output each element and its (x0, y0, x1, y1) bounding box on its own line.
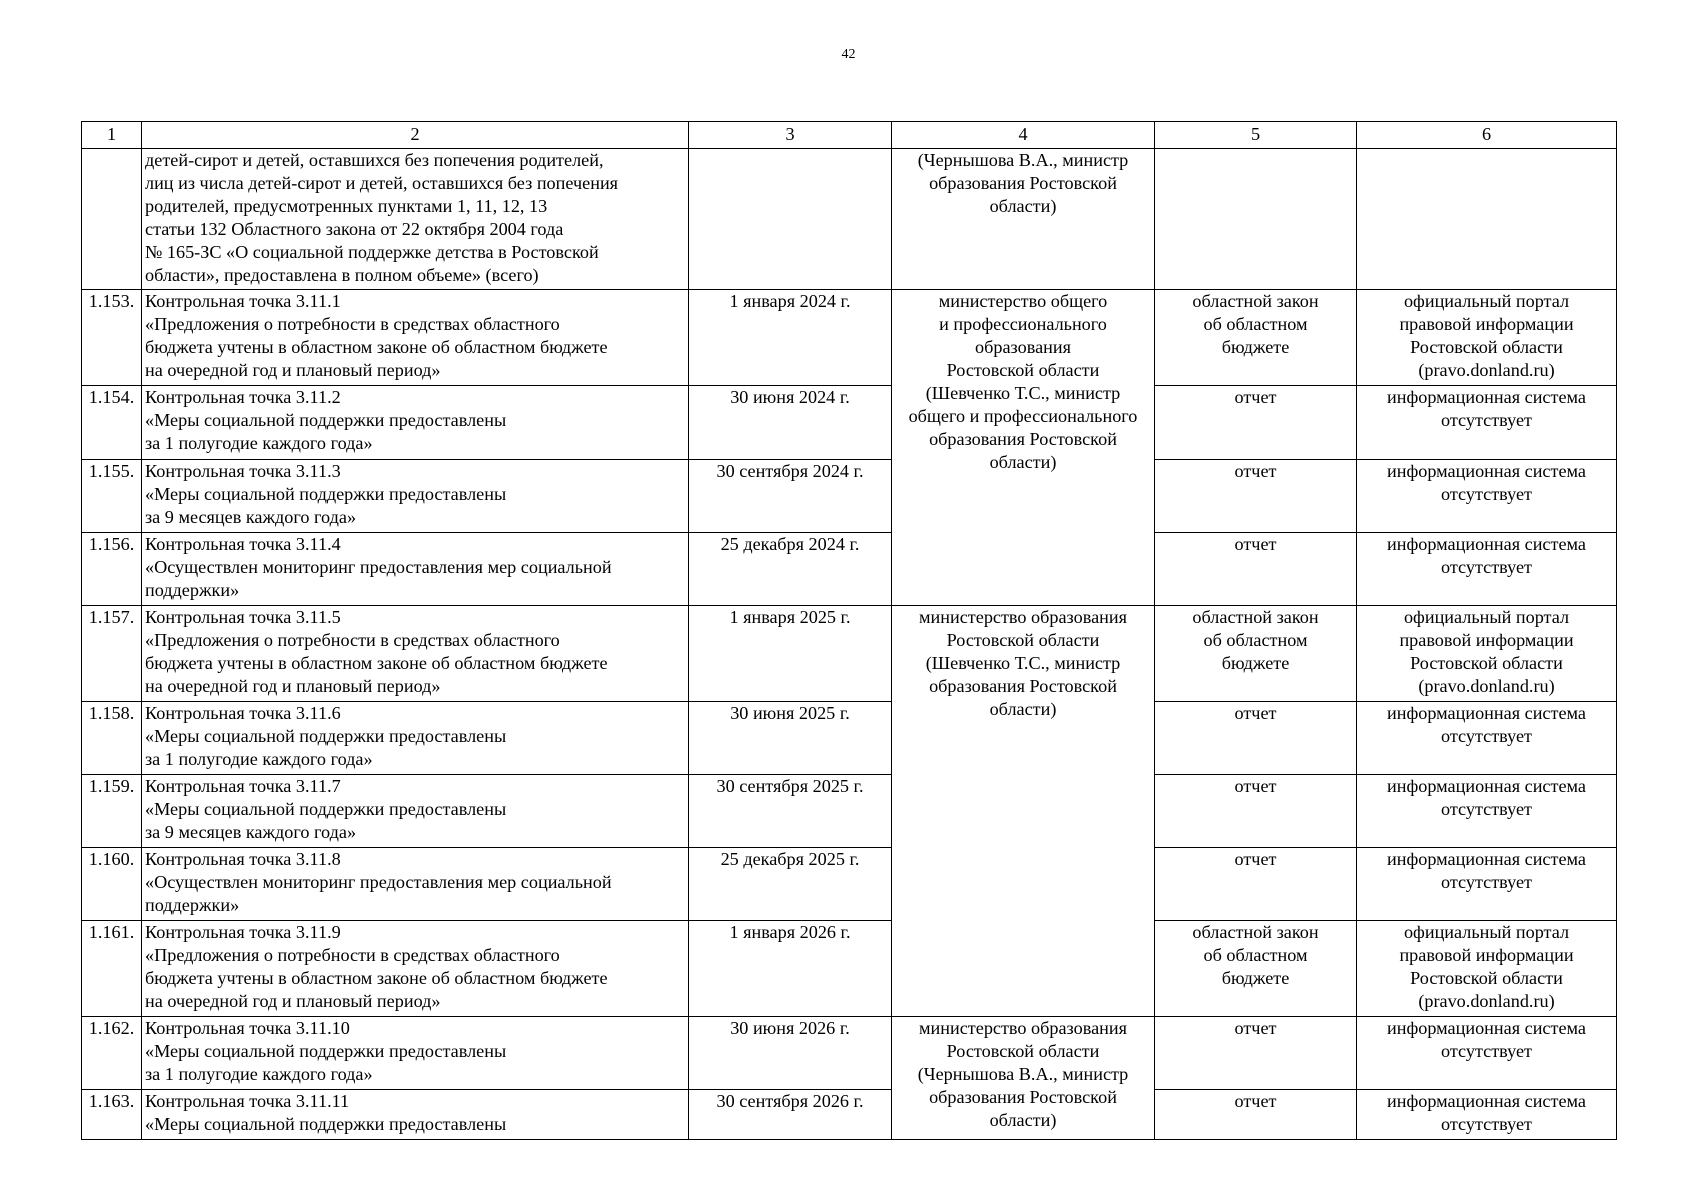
info-system-cell: официальный портал правовой информации Ростовской области (pravo.donland.ru) (1357, 921, 1617, 1017)
document-cell: отчет (1155, 460, 1357, 533)
document-cell: отчет (1155, 775, 1357, 848)
column-header: 5 (1155, 122, 1357, 149)
table-row (82, 775, 1617, 848)
info-system-cell: информационная система отсутствует (1357, 702, 1617, 775)
description-cell: Контрольная точка 3.11.9 «Предложения о потребности в средствах областного бюджета учтены в областном законе об областном бюджете на очередной год и плановый период» (142, 921, 689, 1017)
date-cell: 30 сентября 2025 г. (689, 775, 892, 848)
date-cell: 1 января 2026 г. (689, 921, 892, 1017)
table-row (82, 606, 1617, 702)
info-system-cell: официальный портал правовой информации Ростовской области (pravo.donland.ru) (1357, 290, 1617, 386)
row-number-cell: 1.157. (82, 606, 142, 702)
document-cell: отчет (1155, 533, 1357, 606)
responsible-cell: министерство образования Ростовской области (Шевченко Т.С., министр образования Ростовской области) (892, 606, 1155, 1017)
row-number-cell: 1.158. (82, 702, 142, 775)
row-number-cell (82, 149, 142, 290)
date-cell: 25 декабря 2025 г. (689, 848, 892, 921)
row-number-cell: 1.162. (82, 1017, 142, 1090)
date-cell: 30 июня 2025 г. (689, 702, 892, 775)
column-header: 1 (82, 122, 142, 149)
info-system-cell: информационная система отсутствует (1357, 386, 1617, 460)
description-cell: Контрольная точка 3.11.7 «Меры социальной поддержки предоставлены за 9 месяцев каждого года» (142, 775, 689, 848)
row-number-cell: 1.155. (82, 460, 142, 533)
responsible-cell: (Чернышова В.А., министр образования Ростовской области) (892, 149, 1155, 290)
document-cell: отчет (1155, 1017, 1357, 1090)
table-row (82, 460, 1617, 533)
row-number-cell: 1.153. (82, 290, 142, 386)
document-cell: отчет (1155, 386, 1357, 460)
document-cell: отчет (1155, 702, 1357, 775)
description-cell: Контрольная точка 3.11.11 «Меры социальной поддержки предоставлены (142, 1090, 689, 1140)
description-cell: Контрольная точка 3.11.10 «Меры социальной поддержки предоставлены за 1 полугодие каждого года» (142, 1017, 689, 1090)
info-system-cell (1357, 149, 1617, 290)
description-cell: Контрольная точка 3.11.2 «Меры социальной поддержки предоставлены за 1 полугодие каждого года» (142, 386, 689, 460)
description-cell: Контрольная точка 3.11.4 «Осуществлен мониторинг предоставления мер социальной поддержки» (142, 533, 689, 606)
row-number-cell: 1.161. (82, 921, 142, 1017)
date-cell: 1 января 2024 г. (689, 290, 892, 386)
info-system-cell: информационная система отсутствует (1357, 533, 1617, 606)
info-system-cell: официальный портал правовой информации Ростовской области (pravo.donland.ru) (1357, 606, 1617, 702)
info-system-cell: информационная система отсутствует (1357, 1090, 1617, 1140)
column-header: 6 (1357, 122, 1617, 149)
document-cell: областной закон об областном бюджете (1155, 290, 1357, 386)
document-cell: областной закон об областном бюджете (1155, 606, 1357, 702)
document-cell: отчет (1155, 848, 1357, 921)
table-row (82, 149, 1617, 290)
description-cell: детей-сирот и детей, оставшихся без попечения родителей, лиц из числа детей-сирот и детей, оставшихся без попечения родителей, предусмотренных пунктами 1, 11, 12, 13 статьи 132 Областного закона от 22 октября 2004 года № 165-ЗС «О социальной поддержке детства в Ростовской области», предоставлена в полном объеме» (всего) (142, 149, 689, 290)
document-cell: отчет (1155, 1090, 1357, 1140)
date-cell: 30 сентября 2026 г. (689, 1090, 892, 1140)
date-cell: 30 июня 2024 г. (689, 386, 892, 460)
table-row (82, 921, 1617, 1017)
row-number-cell: 1.156. (82, 533, 142, 606)
row-number-cell: 1.163. (82, 1090, 142, 1140)
info-system-cell: информационная система отсутствует (1357, 460, 1617, 533)
table-row (82, 702, 1617, 775)
control-points-table (81, 121, 1617, 1140)
description-cell: Контрольная точка 3.11.8 «Осуществлен мониторинг предоставления мер социальной поддержки» (142, 848, 689, 921)
info-system-cell: информационная система отсутствует (1357, 1017, 1617, 1090)
date-cell: 1 января 2025 г. (689, 606, 892, 702)
description-cell: Контрольная точка 3.11.6 «Меры социальной поддержки предоставлены за 1 полугодие каждого года» (142, 702, 689, 775)
document-cell (1155, 149, 1357, 290)
table-header-row (82, 122, 1617, 149)
description-cell: Контрольная точка 3.11.3 «Меры социальной поддержки предоставлены за 9 месяцев каждого года» (142, 460, 689, 533)
date-cell: 25 декабря 2024 г. (689, 533, 892, 606)
date-cell (689, 149, 892, 290)
responsible-cell: министерство образования Ростовской области (Чернышова В.А., министр образования Ростовской области) (892, 1017, 1155, 1140)
row-number-cell: 1.154. (82, 386, 142, 460)
table-row (82, 290, 1617, 386)
table-row (82, 386, 1617, 460)
description-cell: Контрольная точка 3.11.5 «Предложения о потребности в средствах областного бюджета учтены в областном законе об областном бюджете на очередной год и плановый период» (142, 606, 689, 702)
table-row (82, 848, 1617, 921)
date-cell: 30 сентября 2024 г. (689, 460, 892, 533)
row-number-cell: 1.159. (82, 775, 142, 848)
info-system-cell: информационная система отсутствует (1357, 775, 1617, 848)
column-header: 4 (892, 122, 1155, 149)
table-row (82, 1090, 1617, 1140)
info-system-cell: информационная система отсутствует (1357, 848, 1617, 921)
description-cell: Контрольная точка 3.11.1 «Предложения о потребности в средствах областного бюджета учтены в областном законе об областном бюджете на очередной год и плановый период» (142, 290, 689, 386)
table-row (82, 1017, 1617, 1090)
document-cell: областной закон об областном бюджете (1155, 921, 1357, 1017)
page-number: 42 (841, 47, 856, 62)
column-header: 2 (142, 122, 689, 149)
row-number-cell: 1.160. (82, 848, 142, 921)
column-header: 3 (689, 122, 892, 149)
date-cell: 30 июня 2026 г. (689, 1017, 892, 1090)
table-row (82, 533, 1617, 606)
responsible-cell: министерство общего и профессионального образования Ростовской области (Шевченко Т.С., министр общего и профессионального образования Ростовской области) (892, 290, 1155, 606)
